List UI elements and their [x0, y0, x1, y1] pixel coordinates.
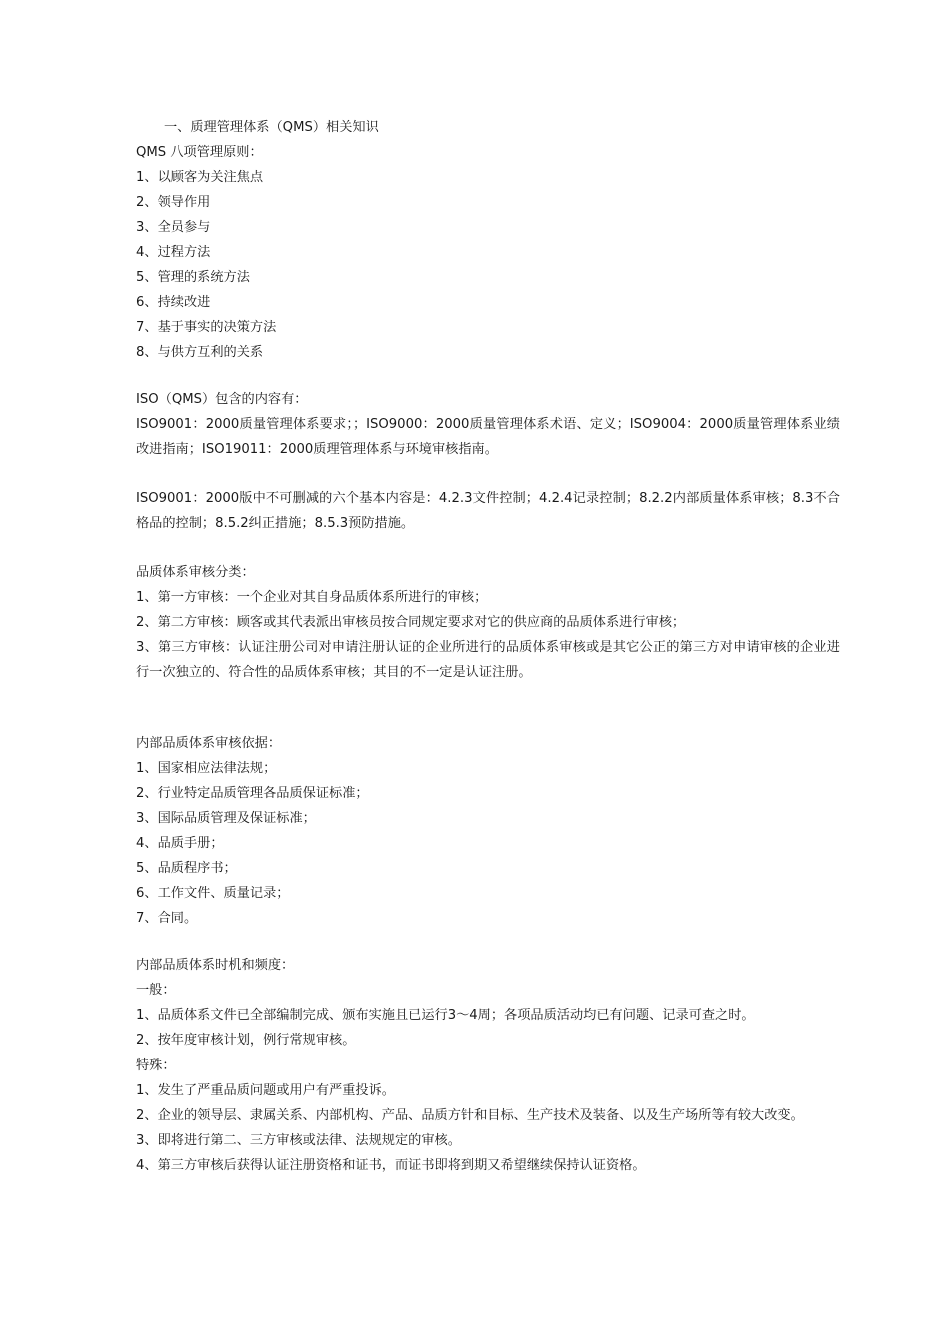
principle-item: 1、以顾客为关注焦点	[136, 170, 264, 185]
timing-special-item: 2、企业的领导层、隶属关系、内部机构、产品、品质方针和目标、生产技术及装备、以及生产场所等有较大改变。	[136, 1108, 804, 1123]
document-page	[136, 115, 840, 1178]
principle-item: 5、管理的系统方法	[136, 270, 250, 285]
internal-basis-item: 3、国际品质管理及保证标准；	[136, 811, 316, 826]
spacer	[136, 365, 840, 387]
principle-item: 4、过程方法	[136, 245, 211, 260]
internal-basis-item: 2、行业特定品质管理各品质保证标准；	[136, 786, 369, 801]
audit-type-item: 3、第三方审核：认证注册公司对申请注册认证的企业所进行的品质体系审核或是其它公正的第三方对申请审核的企业进行一次独立的、符合性的品质体系审核；其目的不一定是认证注册。	[136, 640, 840, 680]
spacer	[136, 462, 840, 486]
internal-basis-item: 1、国家相应法律法规；	[136, 761, 277, 776]
iso-core-text: ISO9001：2000版中不可删减的六个基本内容是：4.2.3文件控制；4.2.4记录控制；8.2.2内部质量体系审核；8.3不合格品的控制；8.5.2纠正措施；8.5.3预防措施。	[136, 491, 840, 531]
principle-item: 7、基于事实的决策方法	[136, 320, 277, 335]
timing-heading: 内部品质体系时机和频度：	[136, 958, 295, 973]
spacer	[136, 685, 840, 731]
timing-general-item: 2、按年度审核计划，例行常规审核。	[136, 1033, 356, 1048]
principle-item: 8、与供方互利的关系	[136, 345, 264, 360]
spacer	[136, 536, 840, 560]
internal-basis-item: 6、工作文件、质量记录；	[136, 886, 290, 901]
document-title: 一、质理管理体系（QMS）相关知识	[164, 120, 379, 135]
principle-item: 6、持续改进	[136, 295, 211, 310]
iso-contents-text: ISO9001：2000质量管理体系要求；；ISO9000：2000质量管理体系术语、定义；ISO9004：2000质量管理体系业绩改进指南；ISO19011：2000质理管理体系与环境审核指南。	[136, 417, 840, 457]
principles-heading: QMS 八项管理原则：	[136, 145, 263, 160]
iso-contents-heading: ISO（QMS）包含的内容有：	[136, 392, 308, 407]
timing-general-item: 1、品质体系文件已全部编制完成、颁布实施且已运行3～4周；各项品质活动均已有问题、记录可查之时。	[136, 1008, 755, 1023]
audit-type-item: 2、第二方审核：顾客或其代表派出审核员按合同规定要求对它的供应商的品质体系进行审核；	[136, 615, 686, 630]
timing-special-item: 3、即将进行第二、三方审核或法律、法规规定的审核。	[136, 1133, 461, 1148]
principle-item: 3、全员参与	[136, 220, 211, 235]
spacer	[136, 931, 840, 953]
timing-special-label: 特殊：	[136, 1058, 176, 1073]
internal-basis-item: 7、合同。	[136, 911, 198, 926]
timing-special-item: 4、第三方审核后获得认证注册资格和证书，而证书即将到期又希望继续保持认证资格。	[136, 1158, 646, 1173]
timing-special-item: 1、发生了严重品质问题或用户有严重投诉。	[136, 1083, 395, 1098]
internal-basis-item: 5、品质程序书；	[136, 861, 237, 876]
audit-type-item: 1、第一方审核：一个企业对其自身品质体系所进行的审核；	[136, 590, 488, 605]
internal-basis-heading: 内部品质体系审核依据：	[136, 736, 282, 751]
audit-types-heading: 品质体系审核分类：	[136, 565, 255, 580]
principle-item: 2、领导作用	[136, 195, 211, 210]
timing-general-label: 一般：	[136, 983, 176, 998]
internal-basis-item: 4、品质手册；	[136, 836, 224, 851]
